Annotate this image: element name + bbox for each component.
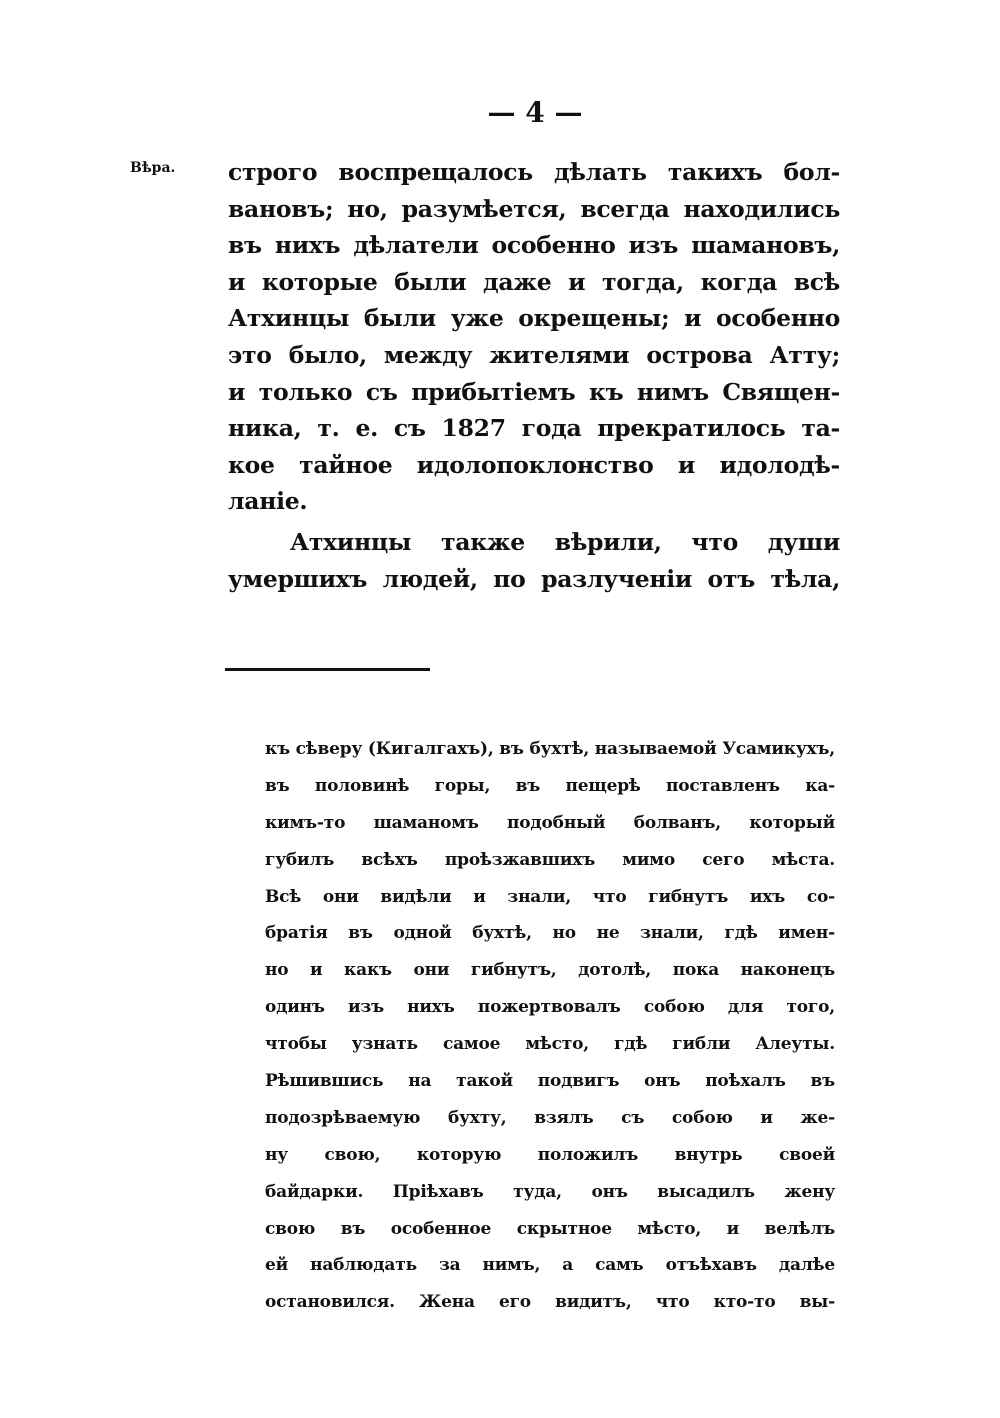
footnote-line: братія въ одной бухтѣ, но не знали, гдѣ имен- [265, 923, 835, 944]
text-line: и только съ прибытіемъ къ нимъ Священ- [228, 377, 840, 406]
footnote-line: байдарки. Пріѣхавъ туда, онъ высадилъ жену [265, 1181, 835, 1202]
text-line: вановъ; но, разумѣется, всегда находились [228, 194, 840, 223]
text-line: ника, т. е. съ 1827 года прекратилось та- [228, 414, 840, 443]
page-number: — 4 — [487, 96, 583, 129]
footnote-line: остановился. Жена его видитъ, что кто-то вы- [265, 1292, 835, 1313]
footnote-line: въ половинѣ горы, въ пещерѣ поставленъ ка- [265, 775, 835, 796]
footnote-line: Всѣ они видѣли и знали, что гибнутъ ихъ со- [265, 886, 835, 907]
footnote-line: но и какъ они гибнутъ, дотолѣ, пока наконецъ [265, 960, 835, 981]
footnote-line: свою въ особенное скрытное мѣсто, и велѣлъ [265, 1218, 835, 1239]
footnote-line: ну свою, которую положилъ внутрь своей [265, 1144, 835, 1165]
footnote-line: къ сѣверу (Кигалгахъ), въ бухтѣ, называемой Усамикухъ, [265, 739, 835, 759]
text-line: умершихъ людей, по разлученіи отъ тѣла, [228, 564, 840, 593]
footnote [265, 731, 835, 1321]
text-line: это было, между жителями острова Атту; [228, 340, 840, 369]
main-text [228, 154, 840, 597]
text-line: и которые были даже и тогда, когда всѣ [228, 267, 840, 296]
footnote-line: ей наблюдать за нимъ, а самъ отъѣхавъ далѣе [265, 1255, 835, 1276]
footnote-line: кимъ-то шаманомъ подобный болванъ, который [265, 812, 835, 833]
side-note: Вѣра. [130, 160, 176, 176]
footnote-line: чтобы узнать самое мѣсто, гдѣ гибли Алеуты. [265, 1034, 835, 1055]
text-line: Атхинцы были уже окрещены; и особенно [228, 304, 840, 333]
footnote-line: губилъ всѣхъ проѣзжавшихъ мимо сего мѣста. [265, 849, 835, 870]
footnote-divider [225, 668, 430, 671]
text-line: ланіе. [228, 487, 308, 516]
text-line: Атхинцы также вѣрили, что души [290, 527, 840, 556]
footnote-line: одинъ изъ нихъ пожертвовалъ собою для того, [265, 997, 835, 1018]
text-line: въ нихъ дѣлатели особенно изъ шамановъ, [228, 231, 840, 260]
text-line: кое тайное идолопоклонство и идолодѣ- [228, 450, 840, 479]
text-line: строго воспрещалось дѣлать такихъ бол- [228, 158, 840, 186]
footnote-line: подозрѣваемую бухту, взялъ съ собою и же- [265, 1107, 835, 1128]
footnote-line: Рѣшившись на такой подвигъ онъ поѣхалъ въ [265, 1071, 835, 1092]
